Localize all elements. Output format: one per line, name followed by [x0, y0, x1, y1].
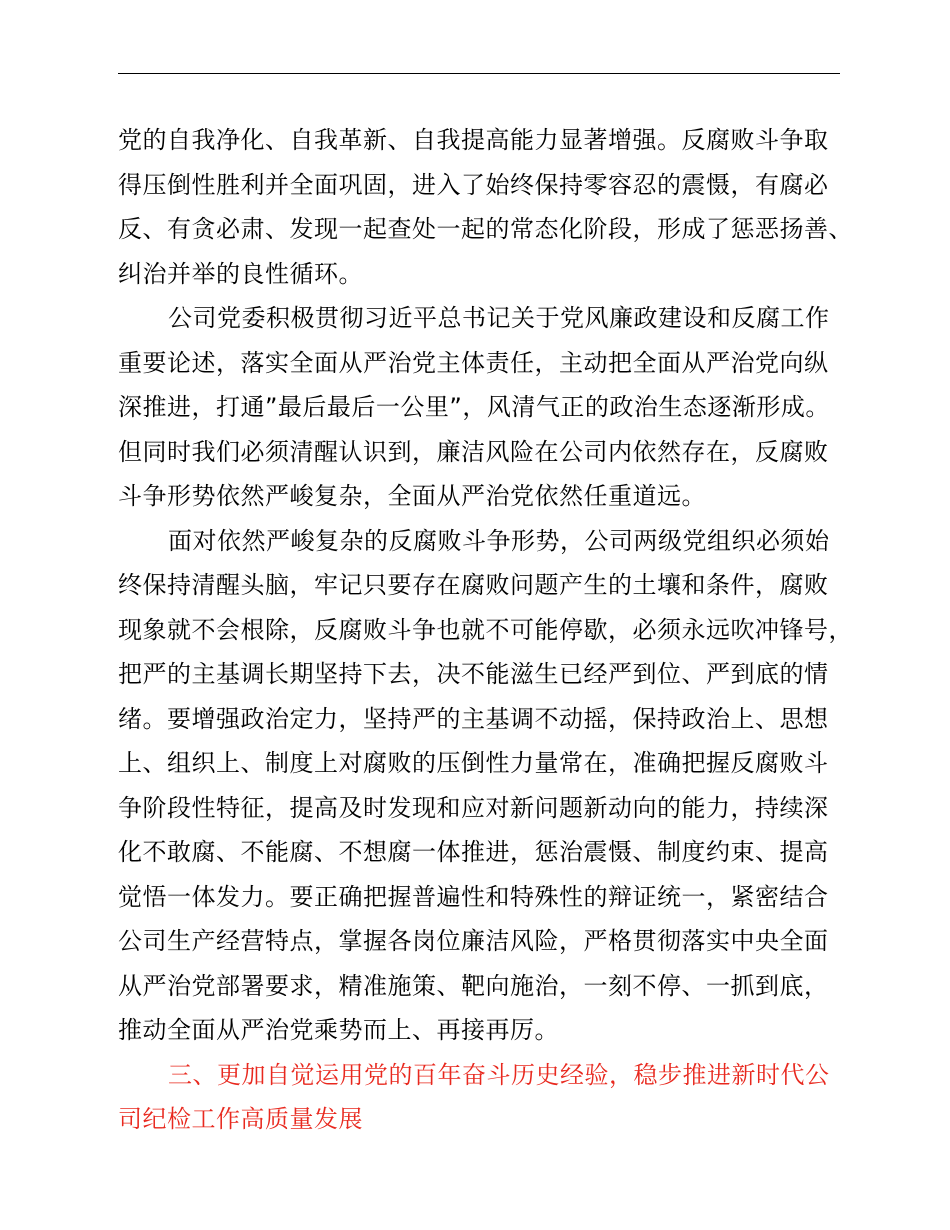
- heading-line: 三、更加自觉运用党的百年奋斗历史经验，稳步推进新时代公: [168, 1060, 830, 1089]
- text-line: 纠治并举的良性循环。: [118, 259, 363, 288]
- text-line: 觉悟一体发力。要正确把握普遍性和特殊性的辩证统一，紧密结合: [118, 882, 829, 911]
- section-heading: [118, 1053, 840, 1142]
- text-line: 把严的主基调长期坚持下去，决不能滋生已经严到位、严到底的情: [118, 660, 829, 688]
- text-line: 上、组织上、制度上对腐败的压倒性力量常在，准确把握反腐败斗: [118, 749, 829, 777]
- text-line: 党的自我净化、自我革新、自我提高能力显著增强。反腐败斗争取: [118, 126, 829, 154]
- text-line: 化不敢腐、不能腐、不想腐一体推进，惩治震慑、制度约束、提高: [118, 838, 829, 866]
- text-line: 公司生产经营特点，掌握各岗位廉洁风险，严格贯彻落实中央全面: [118, 927, 829, 955]
- paragraph-1: [118, 118, 853, 296]
- text-line: 争阶段性特征，提高及时发现和应对新问题新动向的能力，持续深: [118, 793, 829, 822]
- text-line: 但同时我们必须清醒认识到，廉洁风险在公司内依然存在，反腐败: [118, 437, 829, 466]
- text-line: 公司党委积极贯彻习近平总书记关于党风廉政建设和反腐工作: [168, 304, 830, 332]
- text-line: 现象就不会根除，反腐败斗争也就不可能停歇，必须永远吹冲锋号，: [118, 615, 853, 644]
- text-line: 反、有贪必肃、发现一起查处一起的常态化阶段，形成了惩恶扬善、: [118, 215, 853, 243]
- text-line: 面对依然严峻复杂的反腐败斗争形势，公司两级党组织必须始: [168, 526, 830, 555]
- document-body: [118, 118, 853, 1142]
- text-line: 推动全面从严治党乘势而上、再接再厉。: [118, 1016, 559, 1044]
- text-line: 从严治党部署要求，精准施策、靶向施治，一刻不停、一抓到底，: [118, 971, 829, 1000]
- paragraph-2: [118, 296, 840, 519]
- text-line: 终保持清醒头脑，牢记只要存在腐败问题产生的土壤和条件，腐败: [118, 571, 829, 599]
- text-line: 斗争形势依然严峻复杂，全面从严治党依然任重道远。: [118, 482, 706, 510]
- text-line: 得压倒性胜利并全面巩固，进入了始终保持零容忍的震慑，有腐必: [118, 170, 829, 199]
- heading-line: 司纪检工作高质量发展: [118, 1105, 363, 1133]
- text-line: 绪。要增强政治定力，坚持严的主基调不动摇，保持政治上、思想: [118, 704, 829, 733]
- header-rule: [118, 73, 840, 74]
- paragraph-3: [118, 519, 853, 1053]
- text-line: 重要论述，落实全面从严治党主体责任，主动把全面从严治党向纵: [118, 348, 829, 377]
- text-line: 深推进，打通”最后最后一公里”，风清气正的政治生态逐渐形成。: [118, 393, 830, 421]
